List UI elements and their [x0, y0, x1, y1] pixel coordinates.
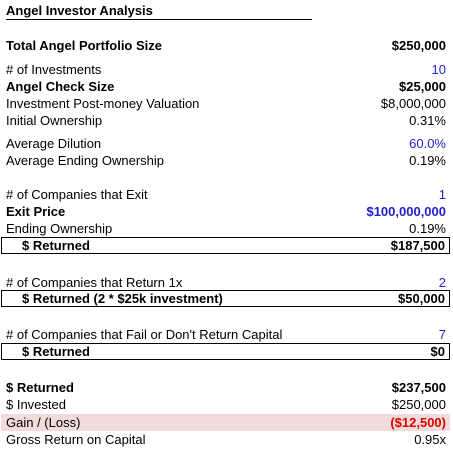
check-size-row	[6, 79, 446, 95]
gain-loss-label: Gain / (Loss)	[6, 415, 81, 430]
exit-ending-ownership-value: 0.19%	[409, 221, 446, 236]
total-portfolio-value: $250,000	[391, 38, 446, 53]
postmoney-label: Investment Post-money Valuation	[6, 96, 200, 111]
fail-returned-label: $ Returned	[22, 344, 90, 359]
exit-count-value[interactable]: 1	[438, 187, 446, 202]
exit-ending-ownership-label: Ending Ownership	[6, 221, 113, 236]
check-size-value: $25,000	[399, 79, 446, 94]
exit-price-value[interactable]: $100,000,000	[366, 204, 446, 219]
total-portfolio-label: Total Angel Portfolio Size	[6, 38, 162, 53]
fail-returned-box	[1, 343, 450, 360]
return1x-count-label: # of Companies that Return 1x	[6, 275, 183, 290]
return1x-count-row	[6, 275, 446, 291]
avg-ending-ownership-label: Average Ending Ownership	[6, 153, 165, 168]
fail-count-row	[6, 327, 446, 343]
num-investments-value[interactable]: 10	[431, 62, 446, 77]
postmoney-row	[6, 96, 446, 112]
fail-count-value[interactable]: 7	[438, 327, 446, 342]
fail-count-label: # of Companies that Fail or Don't Return Capital	[6, 327, 283, 342]
exit-count-row	[6, 187, 446, 203]
summary-invested-value: $250,000	[391, 397, 446, 412]
gross-return-value: 0.95x	[414, 432, 446, 447]
num-investments-label: # of Investments	[6, 62, 102, 77]
initial-ownership-value: 0.31%	[409, 113, 446, 128]
summary-invested-row	[6, 397, 446, 413]
initial-ownership-label: Initial Ownership	[6, 113, 103, 128]
summary-returned-value: $237,500	[391, 380, 446, 395]
total-portfolio-row	[6, 38, 446, 54]
fail-returned-value: $0	[430, 344, 445, 359]
summary-invested-label: $ Invested	[6, 397, 66, 412]
gross-return-label: Gross Return on Capital	[6, 432, 146, 447]
summary-returned-row	[6, 380, 446, 396]
dilution-label: Average Dilution	[6, 136, 102, 151]
gross-return-row	[6, 432, 446, 448]
exit-returned-box	[1, 237, 450, 254]
postmoney-value: $8,000,000	[380, 96, 446, 111]
summary-returned-label: $ Returned	[6, 380, 74, 395]
initial-ownership-row	[6, 113, 446, 129]
exit-ending-ownership-row	[6, 221, 446, 237]
return1x-returned-box	[1, 290, 450, 307]
return1x-returned-value: $50,000	[398, 291, 445, 306]
sheet-title: Angel Investor Analysis	[6, 3, 312, 20]
gain-loss-row	[6, 415, 446, 431]
check-size-label: Angel Check Size	[6, 79, 115, 94]
avg-ending-ownership-value: 0.19%	[409, 153, 446, 168]
dilution-row	[6, 136, 446, 152]
exit-returned-label: $ Returned	[22, 238, 90, 253]
exit-returned-value: $187,500	[390, 238, 445, 253]
exit-price-label: Exit Price	[6, 204, 66, 219]
dilution-value[interactable]: 60.0%	[409, 136, 446, 151]
return1x-returned-label: $ Returned (2 * $25k investment)	[22, 291, 223, 306]
num-investments-row	[6, 62, 446, 78]
avg-ending-ownership-row	[6, 153, 446, 169]
exit-price-row	[6, 204, 446, 220]
return1x-count-value[interactable]: 2	[438, 275, 446, 290]
exit-count-label: # of Companies that Exit	[6, 187, 148, 202]
gain-loss-value: ($12,500)	[390, 415, 446, 430]
